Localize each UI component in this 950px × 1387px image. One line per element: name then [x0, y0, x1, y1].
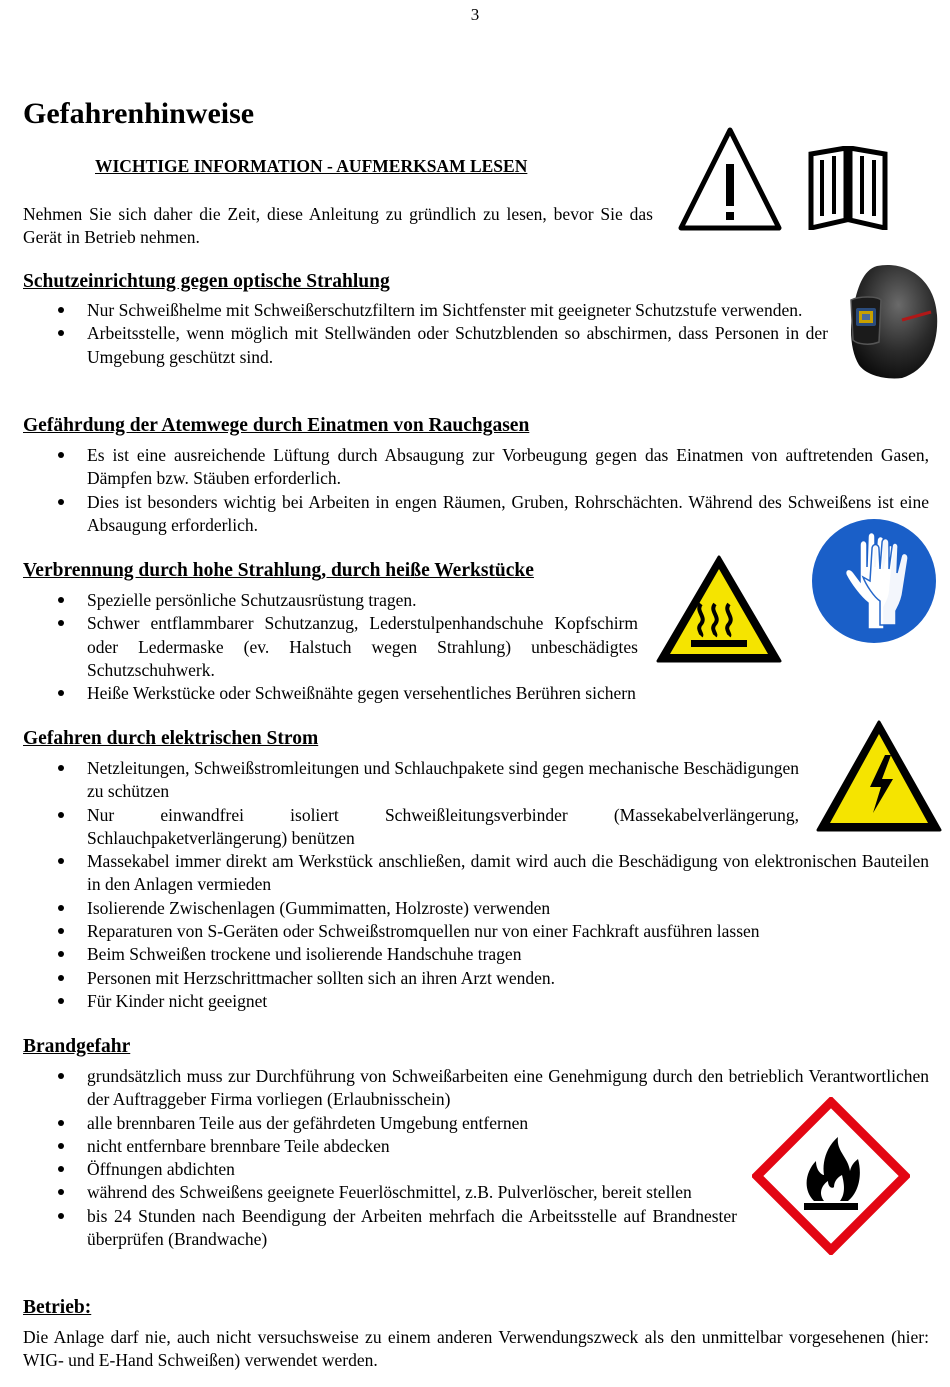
gloves-icon [810, 517, 938, 645]
flammable-icon [752, 1097, 910, 1255]
hot-surface-icon [655, 554, 783, 664]
list-item: Für Kinder nicht geeignet [23, 990, 929, 1013]
heading-burns: Verbrennung durch hohe Strahlung, durch heiße Werkstücke [23, 560, 534, 581]
intro-text: Nehmen Sie sich daher die Zeit, diese Anleitung zu gründlich zu lesen, bevor Sie das Gerät in Betrieb nehmen. [23, 204, 653, 248]
read-manual-icon [808, 146, 888, 230]
list-item: Isolierende Zwischenlagen (Gummimatten, Holzroste) verwenden [23, 897, 929, 920]
list-item: Personen mit Herzschrittmacher sollten sich an ihren Arzt wenden. [23, 967, 929, 990]
heading-fumes: Gefährdung der Atemwege durch Einatmen von Rauchgasen [23, 415, 530, 436]
list-item: alle brennbaren Teile aus der gefährdeten Umgebung entfernen [23, 1112, 929, 1135]
list-item: Arbeitsstelle, wenn möglich mit Stellwänden oder Schutzblenden so abschirmen, dass Personen in der Umgebung geschützt sind. [23, 322, 828, 369]
list-burns [23, 589, 638, 705]
list-item: Heiße Werkstücke oder Schweißnähte gegen versehentliches Berühren sichern [23, 682, 767, 705]
welding-helmet-icon [847, 260, 939, 380]
list-item: Spezielle persönliche Schutzausrüstung tragen. [23, 589, 638, 612]
operation-text: Die Anlage darf nie, auch nicht versuchsweise zu einem anderen Verwendungszweck als den unmittelbar vorgesehenen (hier: WIG- und E-Hand Schweißen) verwendet werden. [23, 1327, 929, 1371]
list-item: Dies ist besonders wichtig bei Arbeiten in engen Räumen, Gruben, Rohrschächten. Während des Schweißens ist eine Absaugung erforderlich. [23, 491, 929, 538]
heading-fire: Brandgefahr [23, 1036, 131, 1057]
heading-operation: Betrieb: [23, 1297, 92, 1318]
list-item: Nur einwandfrei isoliert Schweißleitungsverbinder (Massekabelverlängerung, Schlauchpaketverlängerung) benützen [23, 804, 799, 851]
warning-triangle-icon [677, 126, 783, 232]
list-electric [23, 757, 929, 1013]
page-title: Gefahrenhinweise [23, 97, 255, 130]
high-voltage-icon [815, 719, 943, 833]
list-item: Massekabel immer direkt am Werkstück anschließen, damit wird auch die Beschädigung von elektronischen Bauteilen in den Anlagen vermieden [23, 850, 929, 897]
list-item: Beim Schweißen trockene und isolierende Handschuhe tragen [23, 943, 929, 966]
list-item: Netzleitungen, Schweißstromleitungen und Schlauchpakete sind gegen mechanische Beschädigungen zu schützen [23, 757, 799, 804]
list-item: Öffnungen abdichten [23, 1158, 929, 1181]
list-item: grundsätzlich muss zur Durchführung von Schweißarbeiten eine Genehmigung durch den betrieblich Verantwortlichen der Auftraggeber Firma vorliegen (Erlaubnisschein) [23, 1065, 929, 1112]
list-item: Nur Schweißhelme mit Schweißerschutzfiltern im Sichtfenster mit geeigneter Schutzstufe verwenden. [23, 299, 828, 322]
list-item: Schwer entflammbarer Schutzanzug, Lederstulpenhandschuhe Kopfschirm oder Ledermaske (ev. Halstuch wegen Strahlung) unbeschädigtes Schutzschuhwerk. [23, 612, 638, 682]
list-item: Reparaturen von S-Geräten oder Schweißstromquellen nur von einer Fachkraft ausführen lassen [23, 920, 929, 943]
list-optical-radiation [23, 299, 828, 369]
heading-electric: Gefahren durch elektrischen Strom [23, 728, 319, 749]
list-item: nicht entfernbare brennbare Teile abdecken [23, 1135, 929, 1158]
list-item: während des Schweißens geeignete Feuerlöschmittel, z.B. Pulverlöscher, bereit stellen [23, 1181, 737, 1204]
page-number: 3 [470, 5, 480, 24]
list-fumes [23, 444, 929, 537]
list-item: bis 24 Stunden nach Beendigung der Arbeiten mehrfach die Arbeitsstelle auf Brandnester überprüfen (Brandwache) [23, 1205, 737, 1252]
list-item: Es ist eine ausreichende Lüftung durch Absaugung zur Vorbeugung gegen das Einatmen von auftretenden Gasen, Dämpfen bzw. Stäuben erforderlich. [23, 444, 929, 491]
subtitle: WICHTIGE INFORMATION - AUFMERKSAM LESEN [95, 156, 528, 176]
heading-optical-radiation: Schutzeinrichtung gegen optische Strahlung [23, 271, 390, 292]
